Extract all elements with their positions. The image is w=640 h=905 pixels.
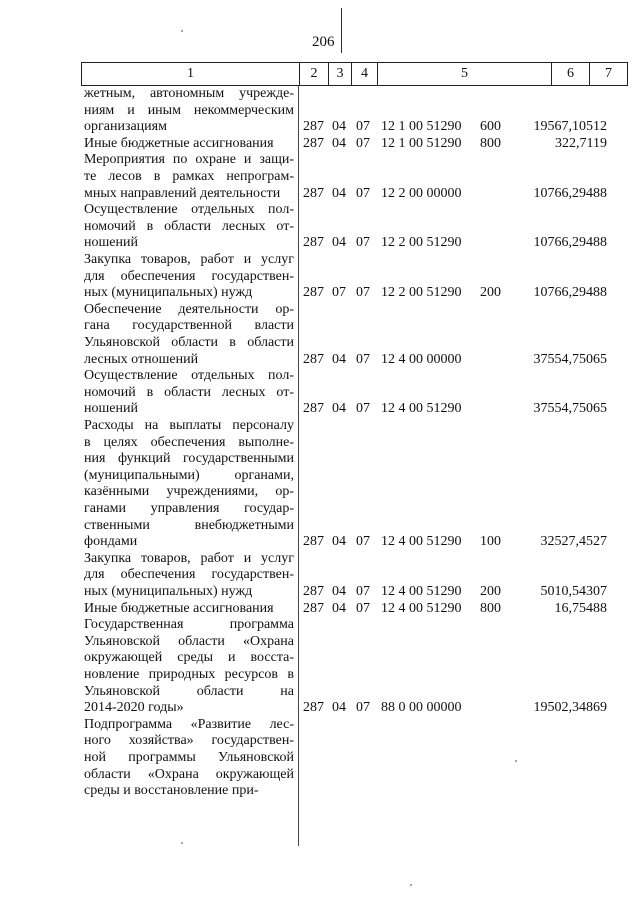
header-col-4: 4	[352, 63, 378, 85]
subsection-code: 07	[356, 285, 370, 301]
row-name-line: ношений	[84, 401, 138, 417]
scan-speck	[181, 30, 183, 32]
row-name-line: мных направлений деятельности	[84, 185, 281, 201]
table-row	[0, 152, 640, 202]
row-name-line: области «Охрана окружающей	[84, 766, 294, 782]
expense-type-code: 800	[480, 600, 501, 616]
row-name-line: Мероприятия по охране и защи-	[84, 152, 294, 168]
expense-type-code: 200	[480, 285, 501, 301]
section-code: 04	[332, 583, 346, 599]
row-name-line: организациям	[84, 119, 167, 135]
target-article-code: 12 4 00 51290	[381, 534, 462, 550]
table-row	[0, 136, 640, 153]
target-article-code: 12 1 00 51290	[381, 135, 462, 151]
subsection-code: 07	[356, 119, 370, 135]
target-article-code: 12 2 00 00000	[381, 185, 462, 201]
section-code: 04	[332, 534, 346, 550]
row-name	[84, 418, 294, 551]
admin-code: 287	[303, 583, 324, 599]
expense-type-code: 800	[480, 135, 501, 151]
scan-speck	[181, 842, 183, 844]
expense-type-code: 600	[480, 119, 501, 135]
header-col-6: 6	[552, 63, 590, 85]
row-name	[84, 86, 294, 136]
section-code: 04	[332, 401, 346, 417]
scan-speck	[410, 884, 412, 886]
amount: 19567,10512	[533, 119, 607, 135]
admin-code: 287	[303, 185, 324, 201]
row-name-line: гана государственной власти	[84, 318, 294, 334]
section-code: 04	[332, 700, 346, 716]
section-code: 04	[332, 351, 346, 367]
header-col-7: 7	[605, 66, 612, 81]
row-name-line: Расходы на выплаты персоналу	[84, 418, 294, 433]
section-code: 07	[332, 285, 346, 301]
admin-code: 287	[303, 700, 324, 716]
admin-code: 287	[303, 401, 324, 417]
amount: 5010,54307	[540, 583, 607, 599]
admin-code: 287	[303, 600, 324, 616]
amount: 32527,4527	[540, 534, 607, 550]
row-name-line: ных (муниципальных) нужд	[84, 285, 253, 301]
row-name	[84, 717, 294, 800]
header-col-5: 5	[378, 63, 552, 85]
table-row	[0, 601, 640, 618]
section-code: 04	[332, 119, 346, 135]
row-name-line: окружающей среды и восста-	[84, 650, 294, 666]
header-col-2: 2	[300, 63, 329, 85]
target-article-code: 12 1 00 51290	[381, 119, 462, 135]
row-name-line: фондами	[84, 534, 138, 550]
table-row	[0, 551, 640, 601]
table-row	[0, 368, 640, 418]
subsection-code: 07	[356, 401, 370, 417]
row-name-line: Осуществление отдельных пол-	[84, 368, 294, 384]
row-name-line: Закупка товаров, работ и услуг	[84, 252, 294, 267]
admin-code: 287	[303, 534, 324, 550]
row-name-line: Ульяновской области «Охрана	[84, 633, 294, 649]
row-name-line: Осуществление отдельных пол-	[84, 202, 294, 218]
expense-type-code: 200	[480, 583, 501, 599]
row-name-line: среды и восстановление при-	[84, 783, 259, 799]
table-row	[0, 717, 640, 800]
page-number: 206	[312, 34, 335, 50]
row-name-line: номочий в области лесных от-	[84, 218, 294, 234]
header-col-1: 1	[82, 63, 300, 85]
row-name	[84, 202, 294, 252]
row-name-line: казёнными учреждениями, ор-	[84, 484, 294, 500]
amount: 16,75488	[554, 600, 607, 616]
subsection-code: 07	[356, 583, 370, 599]
table-row	[0, 86, 640, 136]
row-name-line: номочий в области лесных от-	[84, 384, 294, 400]
table-row	[0, 252, 640, 302]
row-name-line: ной программы Ульяновской	[84, 749, 294, 765]
row-name-line: ганами управления государ-	[84, 500, 294, 516]
section-code: 04	[332, 235, 346, 251]
row-name-line: для обеспечения государствен-	[84, 567, 294, 583]
target-article-code: 12 4 00 00000	[381, 351, 462, 367]
amount: 37554,75065	[533, 351, 607, 367]
row-name-line: (муниципальными) органами,	[84, 467, 294, 483]
expense-type-code: 100	[480, 534, 501, 550]
row-name-line: Закупка товаров, работ и услуг	[84, 550, 294, 566]
subsection-code: 07	[356, 700, 370, 716]
row-name-line: жетным, автономным учрежде-	[84, 86, 294, 101]
amount: 10766,29488	[533, 285, 607, 301]
table-header-row	[81, 62, 628, 86]
target-article-code: 12 4 00 51290	[381, 600, 462, 616]
row-name-line: ного хозяйства» государствен-	[84, 733, 294, 749]
table-row	[0, 302, 640, 368]
target-article-code: 12 2 00 51290	[381, 235, 462, 251]
subsection-code: 07	[356, 135, 370, 151]
row-name	[84, 136, 294, 153]
row-name-line: Государственная программа	[84, 617, 294, 633]
section-code: 04	[332, 185, 346, 201]
row-name	[84, 302, 294, 368]
target-article-code: 12 4 00 51290	[381, 401, 462, 417]
section-code: 04	[332, 600, 346, 616]
amount: 322,7119	[555, 135, 607, 151]
subsection-code: 07	[356, 600, 370, 616]
table-row	[0, 617, 640, 717]
header-vertical-rule	[341, 8, 342, 53]
row-name-line: новление природных ресурсов в	[84, 666, 294, 682]
row-name-line: Иные бюджетные ассигнования	[84, 600, 274, 616]
amount: 10766,29488	[533, 235, 607, 251]
row-name-line: лесных отношений	[84, 351, 199, 367]
row-name-line: ственными внебюджетными	[84, 517, 294, 533]
row-name	[84, 617, 294, 717]
row-name-line: ных (муниципальных) нужд	[84, 583, 253, 599]
row-name	[84, 152, 294, 202]
admin-code: 287	[303, 235, 324, 251]
section-code: 04	[332, 135, 346, 151]
subsection-code: 07	[356, 235, 370, 251]
row-name-line: те лесов в рамках непрограм-	[84, 168, 294, 184]
subsection-code: 07	[356, 534, 370, 550]
target-article-code: 12 4 00 51290	[381, 583, 462, 599]
table-row	[0, 202, 640, 252]
admin-code: 287	[303, 351, 324, 367]
row-name-line: Иные бюджетные ассигнования	[84, 135, 274, 151]
row-name-line: 2014-2020 годы»	[84, 700, 184, 716]
target-article-code: 12 2 00 51290	[381, 285, 462, 301]
admin-code: 287	[303, 119, 324, 135]
row-name-line: Подпрограмма «Развитие лес-	[84, 716, 294, 732]
amount: 10766,29488	[533, 185, 607, 201]
admin-code: 287	[303, 285, 324, 301]
row-name-line: Ульяновской области на	[84, 683, 294, 699]
row-name-line: ния функций государственными	[84, 451, 294, 467]
subsection-code: 07	[356, 351, 370, 367]
amount: 37554,75065	[533, 401, 607, 417]
row-name-line: ниям и иным некоммерческим	[84, 102, 294, 118]
row-name-line: ношений	[84, 235, 138, 251]
row-name	[84, 601, 294, 618]
row-name	[84, 252, 294, 302]
subsection-code: 07	[356, 185, 370, 201]
admin-code: 287	[303, 135, 324, 151]
header-col-3: 3	[329, 63, 352, 85]
row-name-line: для обеспечения государствен-	[84, 268, 294, 284]
amount: 19502,34869	[533, 700, 607, 716]
row-name	[84, 551, 294, 601]
row-name	[84, 368, 294, 418]
row-name-line: Обеспечение деятельности ор-	[84, 301, 294, 317]
row-name-line: Ульяновской области в области	[84, 334, 294, 350]
row-name-line: в целях обеспечения выполне-	[84, 434, 294, 450]
target-article-code: 88 0 00 00000	[381, 700, 462, 716]
table-row	[0, 418, 640, 551]
